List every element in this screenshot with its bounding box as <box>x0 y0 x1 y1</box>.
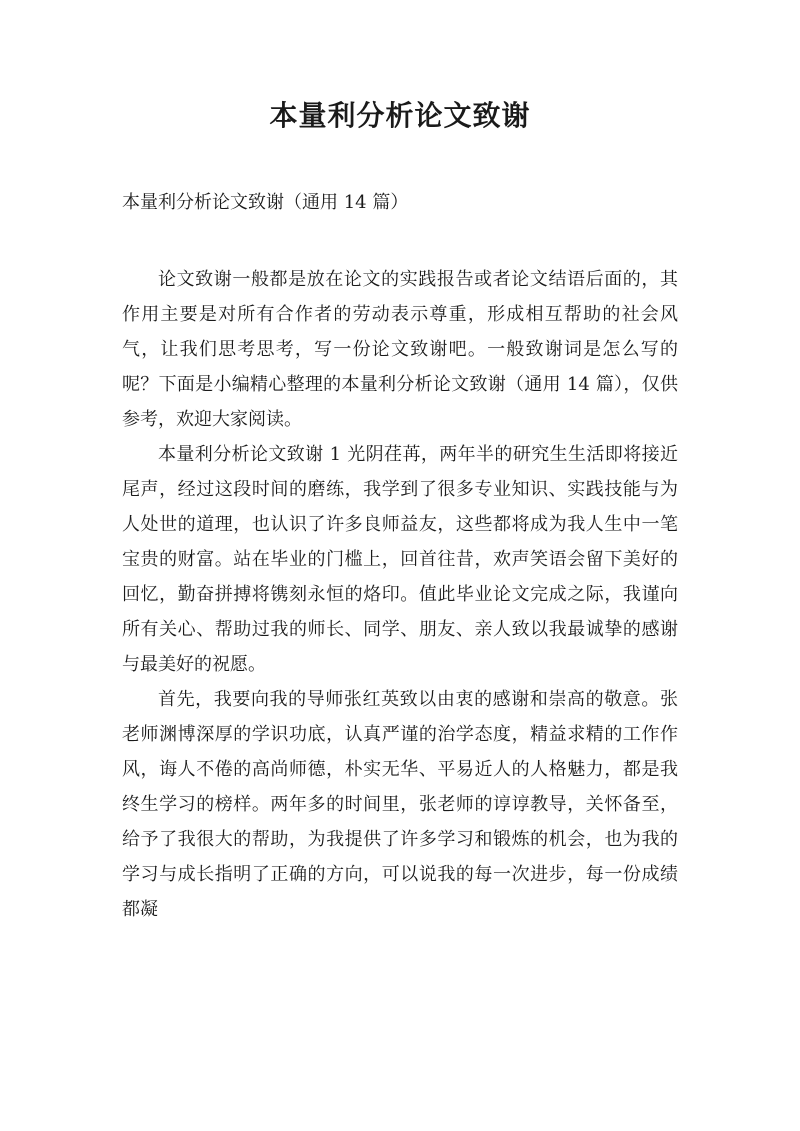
document-body <box>122 262 678 927</box>
section-1-paragraph-1-text: 光阴荏苒，两年半的研究生生活即将接近尾声，经过这段时间的磨练，我学到了很多专业知识、实践技能与为人处世的道理，也认识了许多良师益友，这些都将成为我人生中一笔宝贵的财富。站在毕业的门槛上，回首往昔，欢声笑语会留下美好的回忆，勤奋拼搏将镌刻永恒的烙印。值此毕业论文完成之际，我谨向所有关心、帮助过我的师长、同学、朋友、亲人致以我最诚挚的感谢与最美好的祝愿。 <box>122 444 678 675</box>
document-title: 本量利分析论文致谢 <box>269 99 531 132</box>
section-1-paragraph-2: 首先，我要向我的导师张红英致以由衷的感谢和崇高的敬意。张老师渊博深厚的学识功底，认真严谨的治学态度，精益求精的工作作风，诲人不倦的高尚师德，朴实无华、平易近人的人格魅力，都是我终生学习的榜样。两年多的时间里，张老师的谆谆教导，关怀备至，给予了我很大的帮助，为我提供了许多学习和锻炼的机会，也为我的学习与成长指明了正确的方向，可以说我的每一次进步，每一份成绩都凝 <box>122 689 678 920</box>
section-1-paragraph-1 <box>122 437 678 682</box>
document-subtitle: 本量利分析论文致谢（通用 14 篇） <box>122 192 409 213</box>
section-1-heading: 本量利分析论文致谢 1 <box>158 444 342 465</box>
intro-paragraph: 论文致谢一般都是放在论文的实践报告或者论文结语后面的，其作用主要是对所有合作者的劳动表示尊重，形成相互帮助的社会风气，让我们思考思考，写一份论文致谢吧。一般致谢词是怎么写的呢？下面是小编精心整理的本量利分析论文致谢（通用 14 篇），仅供参考，欢迎大家阅读。 <box>122 269 678 430</box>
